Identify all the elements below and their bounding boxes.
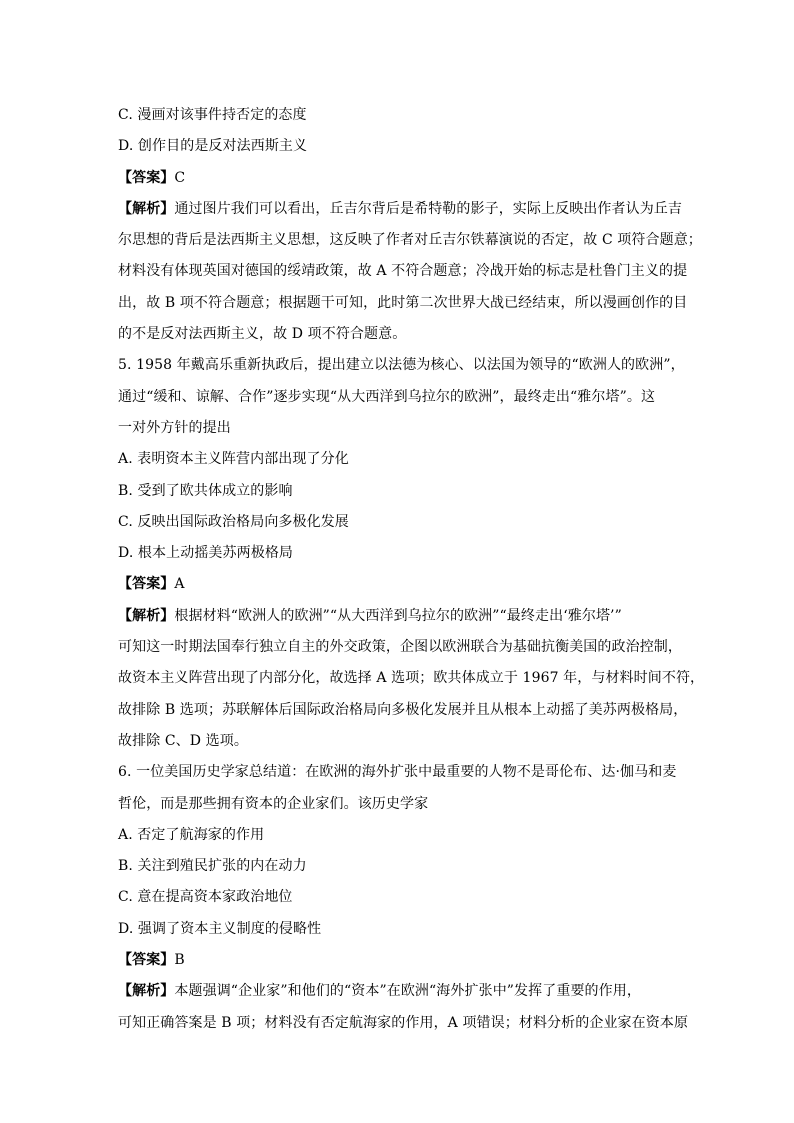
q5-stem-line: 一对外方针的提出 [118,419,231,436]
answer-value: A [174,576,185,593]
q6-stem-line: 6. 一位美国历史学家总结道：在欧洲的海外扩张中最重要的人物不是哥伦布、达·伽马和麦 [118,764,677,781]
analysis-label: 【解析】 [118,607,175,624]
analysis-text: 根据材料“欧洲人的欧洲”“从大西洋到乌拉尔的欧洲”“最终走出‘雅尔塔’” [174,607,622,624]
page-content [118,100,705,1039]
analysis-text: 通过图片我们可以看出，丘吉尔背后是希特勒的影子，实际上反映出作者认为丘吉 [174,200,683,217]
q5-analysis-line: 故排除 B 选项；苏联解体后国际政治格局向多极化发展并且从根本上动摇了美苏两极格局， [118,701,688,718]
q5-option-d: D. 根本上动摇美苏两极格局 [118,545,294,562]
q5-analysis-line [118,601,678,632]
analysis-label: 【解析】 [118,200,175,217]
q5-analysis-line: 故排除 C、D 选项。 [118,732,248,749]
q5-option-a: A. 表明资本主义阵营内部出现了分化 [118,451,349,468]
q5-analysis-line: 故资本主义阵营出现了内部分化，故选择 A 选项；欧共体成立于 1967 年，与材料时间不符， [118,670,705,687]
analysis-text: 本题强调“企业家”和他们的“资本”在欧洲“海外扩张中”发挥了重要的作用， [174,983,641,1000]
prev-analysis-line: 材料没有体现英国对德国的绥靖政策，故 A 不符合题意；冷战开始的标志是杜鲁门主义的提 [118,263,688,280]
answer-label: 【答案】 [118,169,175,186]
prev-analysis-line: 尔思想的背后是法西斯主义思想，这反映了作者对丘吉尔铁幕演说的否定，故 C 项符合题意； [118,232,702,249]
q6-analysis-line [118,976,678,1007]
prev-analysis-line [118,194,683,225]
q6-option-b: B. 关注到殖民扩张的内在动力 [118,858,307,875]
q5-stem-line: 通过“缓和、谅解、合作”逐步实现“从大西洋到乌拉尔的欧洲”，最终走出“雅尔塔”。这 [118,388,656,405]
q6-analysis-line: 可知正确答案是 B 项；材料没有否定航海家的作用，A 项错误；材料分析的企业家在资本原 [118,1014,689,1031]
prev-answer [118,163,678,194]
q6-option-d: D. 强调了资本主义制度的侵略性 [118,920,322,937]
q5-analysis-line: 可知这一时期法国奉行独立自主的外交政策，企图以欧洲联合为基础抗衡美国的政治控制， [118,639,682,656]
analysis-label: 【解析】 [118,983,175,1000]
prev-analysis-line: 的不是反对法西斯主义，故 D 项不符合题意。 [118,326,407,343]
prev-analysis-line: 出，故 B 项不符合题意；根据题干可知，此时第二次世界大战已经结束，所以漫画创作的目 [118,294,688,311]
answer-label: 【答案】 [118,576,175,593]
q5-answer [118,569,678,600]
prev-option-d: D. 创作目的是反对法西斯主义 [118,138,308,155]
q6-stem-line: 哲伦，而是那些拥有资本的企业家们。该历史学家 [118,795,429,812]
q6-option-a: A. 否定了航海家的作用 [118,826,265,843]
answer-value: B [174,952,185,969]
answer-label: 【答案】 [118,952,175,969]
prev-option-c: C. 漫画对该事件持否定的态度 [118,107,307,123]
q5-stem-line: 5. 1958 年戴高乐重新执政后，提出建立以法德为核心、以法国为领导的“欧洲人的欧洲”， [118,357,685,374]
answer-value: C [174,169,186,186]
q6-answer [118,945,678,976]
q5-option-c: C. 反映出国际政治格局向多极化发展 [118,513,349,530]
q5-option-b: B. 受到了欧共体成立的影响 [118,482,293,499]
q6-option-c: C. 意在提高资本家政治地位 [118,889,293,906]
